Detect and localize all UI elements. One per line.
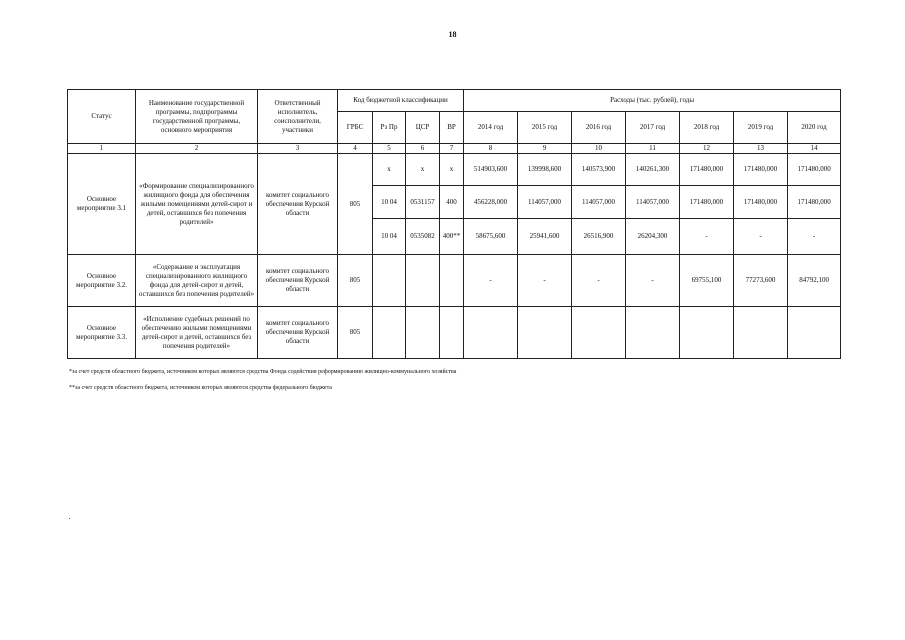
- column-number: 7: [440, 144, 464, 154]
- expense-value: [734, 307, 788, 359]
- csr-code: х: [406, 154, 440, 186]
- expense-value: 514903,600: [464, 154, 518, 186]
- header-grbs: ГРБС: [338, 112, 373, 144]
- expense-value: 171480,000: [788, 186, 841, 219]
- activity-status: Основное мероприятие 3.1: [68, 154, 136, 255]
- footnote: *за счет средств областного бюджета, источником которых являются средства Фонда содействия реформированию жилищно-коммунального хозяйства: [69, 369, 457, 375]
- vr-code: х: [440, 154, 464, 186]
- activity-name: «Содержание и эксплуатация специализированного жилищного фонда для детей-сирот и детей, оставшихся без попечения родителей»: [136, 255, 258, 307]
- header-budget-code: Код бюджетной классификации: [338, 90, 464, 112]
- column-number: 13: [734, 144, 788, 154]
- vr-code: 400**: [440, 219, 464, 255]
- expense-value: -: [572, 255, 626, 307]
- expense-value: -: [734, 219, 788, 255]
- expense-value: 171480,000: [734, 154, 788, 186]
- header-year: 2020 год: [788, 112, 841, 144]
- column-number-row: [68, 144, 841, 154]
- expense-value: [680, 307, 734, 359]
- scan-dot: [69, 518, 70, 519]
- grbs-code: 805: [338, 154, 373, 255]
- activity-executor: комитет социального обеспечения Курской области: [258, 255, 338, 307]
- column-number: 1: [68, 144, 136, 154]
- grbs-code: 805: [338, 307, 373, 359]
- table-row: [68, 307, 841, 359]
- rzpr-code: [373, 307, 406, 359]
- csr-code: 0531157: [406, 186, 440, 219]
- column-number: 5: [373, 144, 406, 154]
- expense-value: 171480,000: [680, 154, 734, 186]
- footnote: **за счет средств областного бюджета, источником которых являются средства федерального бюджета: [69, 385, 332, 391]
- header-vr: ВР: [440, 112, 464, 144]
- expense-value: 140573,900: [572, 154, 626, 186]
- column-number: 8: [464, 144, 518, 154]
- header-year: 2015 год: [518, 112, 572, 144]
- csr-code: [406, 255, 440, 307]
- header-csr: ЦСР: [406, 112, 440, 144]
- column-number: 2: [136, 144, 258, 154]
- header-name: Наименование государственной программы, подпрограммы государственной программы, основного мероприятия: [136, 90, 258, 144]
- expense-value: -: [788, 219, 841, 255]
- column-number: 11: [626, 144, 680, 154]
- expense-value: 171480,000: [788, 154, 841, 186]
- column-number: 9: [518, 144, 572, 154]
- csr-code: [406, 307, 440, 359]
- vr-code: [440, 307, 464, 359]
- expense-value: 69755,100: [680, 255, 734, 307]
- expense-value: -: [464, 255, 518, 307]
- column-number: 3: [258, 144, 338, 154]
- table-row: [68, 154, 841, 186]
- expense-value: 171480,000: [680, 186, 734, 219]
- expense-value: 58675,600: [464, 219, 518, 255]
- expense-value: [788, 307, 841, 359]
- header-year: 2014 год: [464, 112, 518, 144]
- table-row: [68, 255, 841, 307]
- budget-table: [67, 89, 841, 359]
- expense-value: [572, 307, 626, 359]
- expense-value: 25941,600: [518, 219, 572, 255]
- expense-value: 140261,300: [626, 154, 680, 186]
- expense-value: [626, 307, 680, 359]
- column-number: 14: [788, 144, 841, 154]
- column-number: 6: [406, 144, 440, 154]
- activity-name: «Исполнение судебных решений по обеспечению жилыми помещениями детей-сирот и детей, оставшихся без попечения родителей»: [136, 307, 258, 359]
- column-number: 10: [572, 144, 626, 154]
- activity-executor: комитет социального обеспечения Курской области: [258, 307, 338, 359]
- header-year: 2019 год: [734, 112, 788, 144]
- column-number: 4: [338, 144, 373, 154]
- expense-value: 171480,000: [734, 186, 788, 219]
- vr-code: [440, 255, 464, 307]
- header-status: Статус: [68, 90, 136, 144]
- column-number: 12: [680, 144, 734, 154]
- page-number: 18: [448, 30, 457, 39]
- header-year: 2018 год: [680, 112, 734, 144]
- expense-value: -: [518, 255, 572, 307]
- header-row-1: [68, 90, 841, 112]
- expense-value: -: [626, 255, 680, 307]
- expense-value: 114057,000: [572, 186, 626, 219]
- activity-status: Основное мероприятие 3.3.: [68, 307, 136, 359]
- header-executor: Ответственный исполнитель, соисполнители, участники: [258, 90, 338, 144]
- expense-value: 114057,000: [518, 186, 572, 219]
- header-year: 2016 год: [572, 112, 626, 144]
- rzpr-code: 10 04: [373, 219, 406, 255]
- rzpr-code: 10 04: [373, 186, 406, 219]
- activity-executor: комитет социального обеспечения Курской области: [258, 154, 338, 255]
- expense-value: 84792,100: [788, 255, 841, 307]
- activity-status: Основное мероприятие 3.2.: [68, 255, 136, 307]
- expense-value: 77273,600: [734, 255, 788, 307]
- expense-value: 26516,900: [572, 219, 626, 255]
- expense-value: 139998,600: [518, 154, 572, 186]
- header-expenses: Расходы (тыс. рублей), годы: [464, 90, 841, 112]
- expense-value: [464, 307, 518, 359]
- activity-name: «Формирование специализированного жилищного фонда для обеспечения жилыми помещениями детей-сирот и детей, оставшихся без попечения родителей»: [136, 154, 258, 255]
- csr-code: 0535082: [406, 219, 440, 255]
- expense-value: 26204,300: [626, 219, 680, 255]
- rzpr-code: [373, 255, 406, 307]
- expense-value: 456228,000: [464, 186, 518, 219]
- vr-code: 400: [440, 186, 464, 219]
- header-rzpr: Рз Пр: [373, 112, 406, 144]
- grbs-code: 805: [338, 255, 373, 307]
- header-year: 2017 год: [626, 112, 680, 144]
- rzpr-code: х: [373, 154, 406, 186]
- expense-value: [518, 307, 572, 359]
- expense-value: 114057,000: [626, 186, 680, 219]
- expense-value: -: [680, 219, 734, 255]
